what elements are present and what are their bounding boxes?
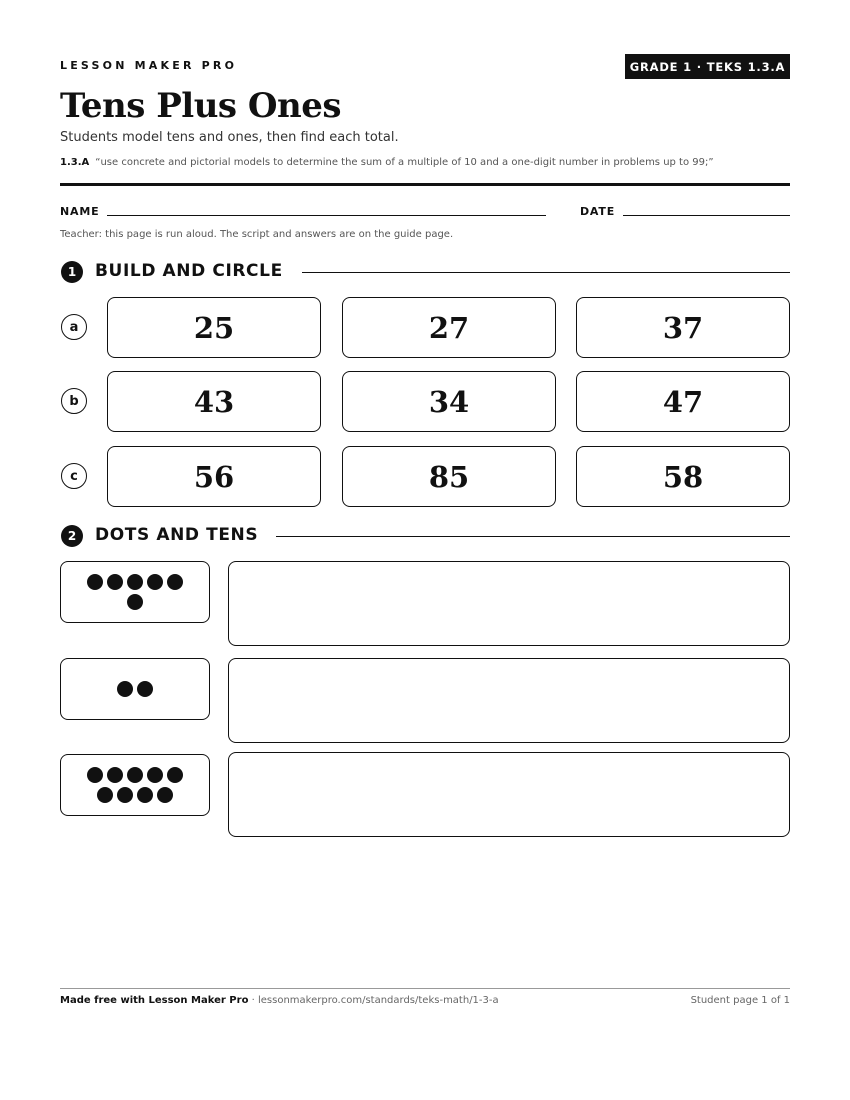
dot-row: [117, 681, 153, 697]
header-divider: [60, 183, 790, 186]
brand-name: LESSON MAKER PRO: [60, 59, 238, 72]
number-choice-box[interactable]: [342, 371, 556, 432]
section-1-title: BUILD AND CIRCLE: [95, 261, 283, 281]
number-choice-value: 25: [193, 310, 235, 345]
number-choice-value: 43: [193, 384, 235, 419]
number-choice-box[interactable]: [107, 371, 321, 432]
date-field-line[interactable]: [623, 215, 790, 216]
name-label: NAME: [60, 205, 100, 218]
standard-code: 1.3.A: [60, 157, 90, 168]
grade-badge: GRADE 1 · TEKS 1.3.A: [625, 54, 790, 79]
dot: [127, 767, 143, 783]
dot-model-box: [60, 561, 210, 623]
dot-model-box: [60, 658, 210, 720]
number-choice-box[interactable]: [576, 371, 790, 432]
footer-made-with: Made free with Lesson Maker Pro: [60, 995, 249, 1006]
dot: [87, 574, 103, 590]
answer-box[interactable]: [228, 658, 790, 743]
dot: [127, 574, 143, 590]
number-choice-box[interactable]: [342, 297, 556, 358]
dot-row: [87, 767, 183, 783]
dot-row: [127, 594, 143, 610]
row-letter-b: b: [61, 388, 87, 414]
standard-statement: [60, 157, 714, 168]
dot: [137, 681, 153, 697]
section-2-number: 2: [61, 525, 83, 547]
page-title: Tens Plus Ones: [60, 86, 342, 126]
dot: [147, 767, 163, 783]
dot: [137, 787, 153, 803]
answer-box[interactable]: [228, 561, 790, 646]
answer-box[interactable]: [228, 752, 790, 837]
number-choice-box[interactable]: [576, 446, 790, 507]
dot-model-box: [60, 754, 210, 816]
footer-url[interactable]: lessonmakerpro.com/standards/teks-math/1-3-a: [257, 995, 499, 1006]
dot-row: [97, 787, 173, 803]
number-choice-box[interactable]: [107, 446, 321, 507]
footer-separator: ·: [248, 995, 258, 1006]
dot: [147, 574, 163, 590]
number-choice-value: 58: [662, 459, 704, 494]
section-2-rule: [276, 536, 790, 537]
dot: [157, 787, 173, 803]
row-letter-c: c: [61, 463, 87, 489]
standard-text: “use concrete and pictorial models to determine the sum of a multiple of 10 and a one-digit number in problems up to 99;”: [95, 157, 714, 168]
footer-divider: [60, 988, 790, 989]
number-choice-value: 47: [662, 384, 704, 419]
number-choice-value: 34: [428, 384, 470, 419]
section-2-title: DOTS AND TENS: [95, 525, 259, 545]
dot: [167, 767, 183, 783]
row-letter-a: a: [61, 314, 87, 340]
page-subtitle: Students model tens and ones, then find each total.: [60, 130, 399, 145]
footer-page-number: Student page 1 of 1: [690, 995, 790, 1006]
number-choice-box[interactable]: [107, 297, 321, 358]
dot: [107, 574, 123, 590]
number-choice-box[interactable]: [342, 446, 556, 507]
number-choice-value: 27: [428, 310, 470, 345]
teacher-note: Teacher: this page is run aloud. The script and answers are on the guide page.: [60, 229, 454, 240]
dot: [117, 681, 133, 697]
number-choice-value: 85: [428, 459, 470, 494]
date-label: DATE: [580, 205, 616, 218]
dot: [117, 787, 133, 803]
dot: [127, 594, 143, 610]
dot: [87, 767, 103, 783]
dot: [167, 574, 183, 590]
name-field-line[interactable]: [107, 215, 546, 216]
dot: [107, 767, 123, 783]
dot: [97, 787, 113, 803]
dot-row: [87, 574, 183, 590]
number-choice-value: 37: [662, 310, 704, 345]
number-choice-box[interactable]: [576, 297, 790, 358]
section-1-number: 1: [61, 261, 83, 283]
number-choice-value: 56: [193, 459, 235, 494]
footer-credit: [60, 995, 499, 1006]
section-1-rule: [302, 272, 790, 273]
